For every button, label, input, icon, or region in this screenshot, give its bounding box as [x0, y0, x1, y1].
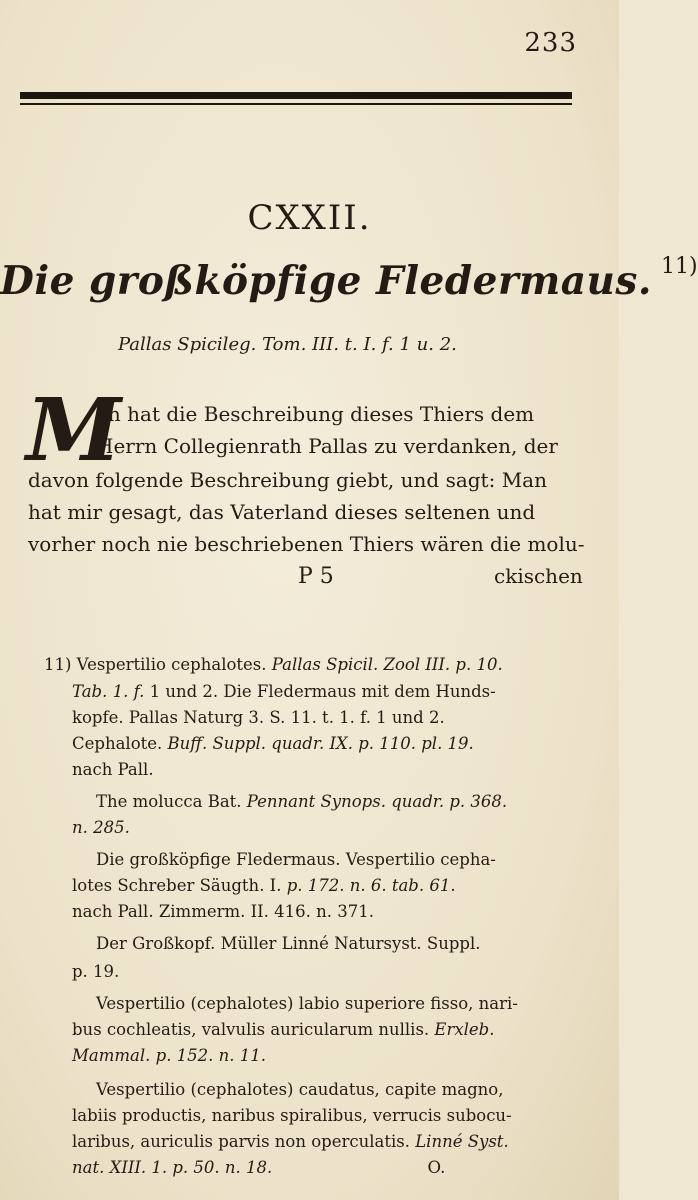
header-rule-thin [20, 103, 572, 105]
footnote-line [72, 734, 474, 754]
title-text: Die großköpfige Fledermaus. [0, 258, 652, 304]
source-reference [118, 334, 457, 355]
body-line: hat mir gesagt, das Vaterland dieses seltenen und [28, 500, 536, 524]
body-line: vorher noch nie beschriebenen Thiers wären die molu- [28, 532, 585, 556]
footnote-text: laribus, auriculis parvis non operculatis. [72, 1132, 410, 1151]
footnote-citation: n. 285. [72, 818, 130, 837]
header-rule-thick [20, 92, 572, 99]
footnote-line [44, 655, 503, 675]
footnote-text: 1 und 2. Die Fledermaus mit dem Hunds- [149, 682, 496, 701]
footnote-line: Vespertilio (cephalotes) labio superiore fisso, nari- [96, 994, 518, 1013]
footnote-line [72, 876, 456, 896]
footnote-citation: nat. XIII. 1. p. 50. n. 18. [72, 1158, 273, 1177]
footnote-line [72, 818, 130, 838]
title-footnote-marker: 11) [661, 254, 698, 279]
footnote-text: The molucca Bat. [96, 792, 242, 811]
footnote-citation: Tab. 1. f. [72, 682, 145, 701]
footnote-line: p. 19. [72, 962, 120, 981]
drop-cap-initial: M [26, 380, 122, 481]
catchword: ckischen [494, 564, 583, 588]
footnote-citation: Mammal. p. 152. n. 11. [72, 1046, 267, 1065]
page-number: 233 [524, 28, 577, 58]
footnote-citation: Pallas Spicil. Zool III. p. 10. [271, 655, 503, 674]
footnote-line [72, 1046, 266, 1066]
body-line: davon folgende Beschreibung giebt, und sagt: Man [28, 468, 547, 492]
footnote-line [72, 1132, 509, 1152]
footnote-line [72, 1020, 495, 1040]
footnote-citation: Erxleb. [434, 1020, 495, 1039]
footnote-line: labiis productis, naribus spiralibus, verrucis subocu- [72, 1106, 512, 1125]
body-line: an hat die Beschreibung dieses Thiers dem [96, 402, 535, 426]
footnote-text: lotes Schreber Säugth. I. [72, 876, 282, 895]
footnote-citation: Linné Syst. [415, 1132, 509, 1151]
footnote-text: 11) Vespertilio cephalotes. [44, 655, 267, 674]
body-line: Herrn Collegienrath Pallas zu verdanken, der [96, 434, 558, 458]
footnote-end-mark: O. [427, 1158, 446, 1177]
footnote-citation: Buff. Suppl. quadr. IX. p. 110. pl. 19. [167, 734, 474, 753]
footnote-line: Der Großkopf. Müller Linné Natursyst. Suppl. [96, 934, 481, 953]
chapter-number: CXXII. [247, 198, 372, 238]
chapter-title [0, 254, 698, 304]
footnote-line [96, 792, 507, 812]
reference-author: Pallas Spicileg. [118, 334, 257, 355]
footnote-line: Vespertilio (cephalotes) caudatus, capite magno, [96, 1080, 504, 1099]
footnote-text: Cephalote. [72, 734, 163, 753]
reference-detail: Tom. III. t. I. f. 1 u. 2. [262, 334, 457, 355]
footnote-line: kopfe. Pallas Naturg 3. S. 11. t. 1. f. 1 und 2. [72, 708, 445, 727]
footnote-citation: p. 172. n. 6. tab. 61. [286, 876, 456, 895]
footnote-line: Die großköpfige Fledermaus. Vespertilio cepha- [96, 850, 496, 869]
footnote-line [72, 682, 496, 702]
footnote-line: nach Pall. [72, 760, 154, 779]
footnote-line [72, 1158, 445, 1178]
footnote-citation: Pennant Synops. quadr. p. 368. [246, 792, 508, 811]
signature-mark: P 5 [298, 564, 334, 589]
footnote-line: nach Pall. Zimmerm. II. 416. n. 371. [72, 902, 375, 921]
footnote-text: bus cochleatis, valvulis auricularum nullis. [72, 1020, 430, 1039]
